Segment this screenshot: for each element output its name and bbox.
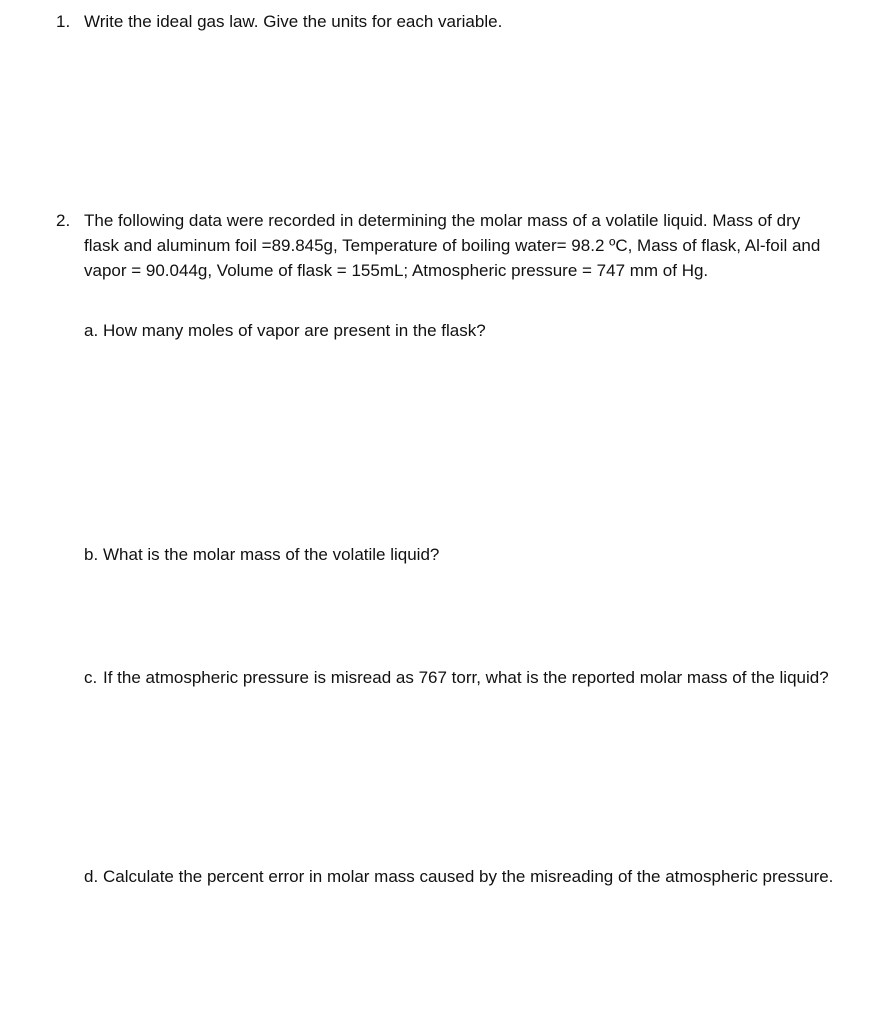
question-2d-label: d. bbox=[84, 867, 99, 886]
question-2-text: The following data were recorded in determining the molar mass of a volatile liquid. Mass of dry flask and aluminum foil =89.845g, Temperature of boiling water= 98.2 ºC, Mass of flask, Al-foil and vapor = 90.044g, Volume of flask = 155mL; Atmospheric pressure = 747 mm of Hg. bbox=[84, 211, 821, 280]
question-2b-label: b. bbox=[84, 545, 99, 564]
question-2a-text: How many moles of vapor are present in the flask? bbox=[103, 321, 486, 340]
question-2b bbox=[84, 542, 839, 567]
question-1-text: Write the ideal gas law. Give the units for each variable. bbox=[84, 12, 503, 31]
question-2a-label: a. bbox=[84, 321, 99, 340]
question-2b-text: What is the molar mass of the volatile liquid? bbox=[103, 545, 440, 564]
question-2c-label: c. bbox=[84, 668, 98, 687]
question-2d bbox=[84, 864, 839, 889]
question-2 bbox=[56, 208, 846, 283]
question-1-number: 1. bbox=[56, 12, 71, 31]
question-2d-text: Calculate the percent error in molar mass caused by the misreading of the atmospheric pressure. bbox=[103, 867, 834, 886]
question-2c bbox=[84, 665, 839, 690]
question-2-number: 2. bbox=[56, 211, 71, 230]
question-2c-text: If the atmospheric pressure is misread as 767 torr, what is the reported molar mass of the liquid? bbox=[103, 668, 829, 687]
question-2a bbox=[84, 318, 839, 343]
